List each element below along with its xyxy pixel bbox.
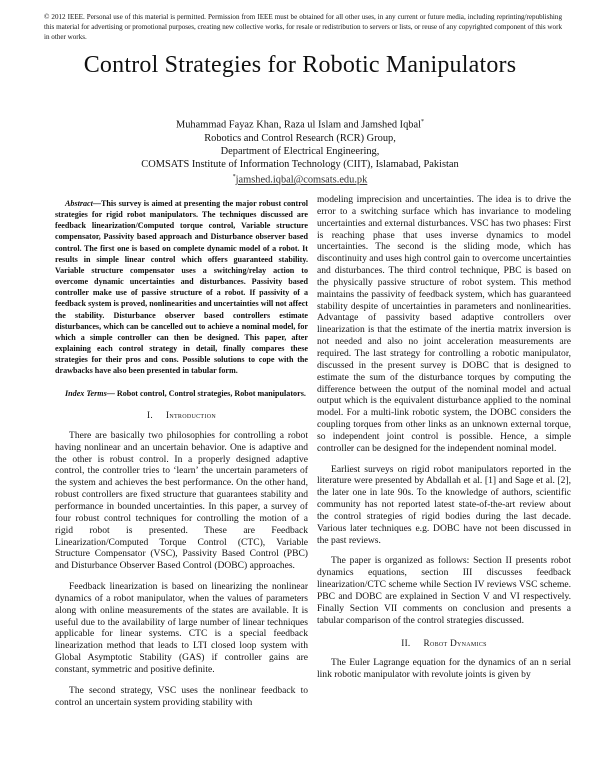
right-column [317,194,571,681]
email-mark: * [232,174,236,181]
body-paragraph: The second strategy, VSC uses the nonlinear feedback to control an uncertain system providing stability with [55,684,308,708]
left-column [55,198,308,709]
index-terms-label: Index Terms [65,388,107,398]
author-names-line [0,116,600,132]
body-paragraph: Feedback linearization is based on linearizing the nonlinear dynamics of a robot manipulator, when the values of parameters along with online measurements of the states are available. It is useful due to the availability of large number of linear techniques applicable for linear systems. CTC is a special feedback linearization method that leads to LTI closed loop system with Global Asymptotic Stability (GAS) if controller gains are constant, symmetric and positive definite. [55,581,308,675]
body-paragraph: modeling imprecision and uncertainties. The idea is to drive the error to a switching surface which has invariance to modeling uncertainties and external disturbances. VSC has two phases: First is reaching phase that uses inverse dynamics to model uncertainties. The second is the sliding mode, which has discontinuity and uses high control gain to overcome uncertainties and disturbances. The third control technique, PBC is based on the physically passive structure of robot system. This method maintains the passivity of feedback system, which has guaranteed stability despite of uncertainties in parameters and nonlinearities. Advantage of passivity based adaptive controllers over linearization is that the estimate of the inertia matrix inversion is not needed and also no joint acceleration measurements are required. The last strategy for controlling a robotic manipulator, discussed in the present survey is DOBC that is designed to estimate the sum of the disturbance torques by computing the difference between the output of the nominal model and actual output which is the equivalent disturbance applied to the nominal model. For a multi-link robotic system, the DOBC considers the coupling torques from other links as an unknown external torque, so independent joint control is possible. Hence, a simple controller can be designed for the independent nominal model. [317,194,571,454]
corresponding-mark: * [420,119,424,125]
author-block [0,116,600,187]
abstract [55,198,308,377]
abstract-text: —This survey is aimed at presenting the major robust control strategies for rigid robot manipulators. The techniques discussed are feedback linearization/Computed torque control, Variable structure compensator, Passivity based approach and Disturbance observer based control. The first one is based on complete dynamic model of a robot. It results in simple linear control which offers guaranteed stability. Variable structure compensator uses a switching/relay action to overcome dynamic uncertainties and disturbances. Passivity based controller make use of passive structure of a robot. If passivity of a feedback system is proved, nonlinearities and uncertainties will not affect the stability. Disturbance observer based controllers estimate disturbances, which can be cancelled out to achieve a nominal model, for which a simple controller can then be designed. This paper, after explaining each control strategy in detail, finally compares these strategies for their pros and cons. Possible solutions to cope with the drawbacks have also been presented in tabular form. [55,199,308,376]
index-terms-text: — Robot control, Control strategies, Robot manipulators. [106,388,306,398]
copyright-notice: © 2012 IEEE. Personal use of this material is permitted. Permission from IEEE must be obtained for all other uses, in any current or future media, including reprinting/republishing this material for advertising or promotional purposes, creating new collective works, for resale or redistribution to servers or lists, or reuse of any copyrighted component of this work in other works. [44,13,562,41]
body-paragraph: Earliest surveys on rigid robot manipulators reported in the literature were presented by Abdallah et al. [1] and Sage et al. [2], the later one in late 90s. To the knowledge of authors, scientific community has not reported latest state-of-the-art review about the control strategies of rigid bodies during the last decade. Various later techniques e.g. DOBC have not been discussed in the past reviews. [317,463,571,546]
affiliation-institute: COMSATS Institute of Information Technology (CIIT), Islamabad, Pakistan [141,159,459,171]
affiliation-group: Robotics and Control Research (RCR) Group, [204,132,396,144]
section-heading-robot-dynamics [317,638,571,650]
email-line [0,171,600,187]
body-paragraph: The paper is organized as follows: Section II presents robot dynamics equations, section III discusses feedback linearization/CTC scheme while Section IV reviews VSC scheme. PBC and DOBC are explained in Section V and VI respectively. Finally Section VII comments on conclusion and presents a tabular comparison of the control strategies discussed. [317,555,571,626]
body-paragraph: There are basically two philosophies for controlling a robot having nonlinear and an uncertain behavior. One is adaptive and the other is robust control. In a properly designed adaptive control, the controller tries to ‘learn’ the uncertain parameters of the system and achieves the best performance. On the other hand, robust controllers are fixed structure that guarantees stability and performance in bounded uncertainties. In this paper, a survey of four robust control techniques for controlling the motion of a rigid robot is presented. These are Feedback Linearization/Computed Torque Control (CTC), Variable Structure Compensator (VSC), Passivity Based Control (PBC) and Disturbance Observer Based Control (DOBC) approaches. [55,429,308,572]
body-paragraph: The Euler Lagrange equation for the dynamics of an n serial link robotic manipulator with revolute joints is given by [317,657,571,681]
author-email[interactable]: jamshed.iqbal@comsats.edu.pk [235,174,368,186]
section-number: I. [147,410,153,421]
section-title: Robot Dynamics [423,637,487,648]
author-names: Muhammad Fayaz Khan, Raza ul Islam and Jamshed Iqbal [176,119,421,131]
affiliation-department: Department of Electrical Engineering, [220,145,380,157]
abstract-label: Abstract [65,199,93,208]
section-number: II. [401,637,411,648]
section-title: Introduction [165,410,216,421]
section-heading-introduction [55,410,308,422]
paper-title: Control Strategies for Robotic Manipulators [83,52,517,78]
index-terms [55,389,308,400]
